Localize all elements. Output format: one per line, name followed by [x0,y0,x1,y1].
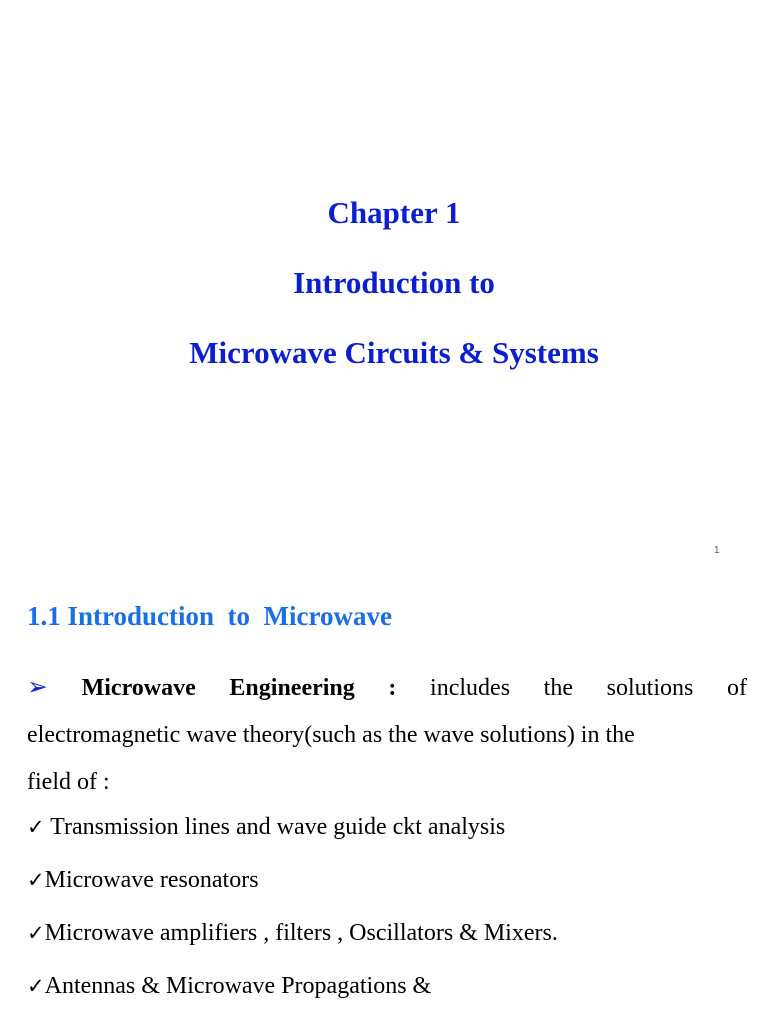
list-item [27,914,558,967]
intro-line-3: field of : [27,769,110,795]
chapter-title: Chapter 1 [327,195,461,230]
list-item-text: Microwave resonators [44,867,259,893]
chapter-subtitle-line1: Introduction to [293,265,495,300]
intro-word-3: solutions [606,675,694,701]
check-icon: ✓ [27,974,45,998]
term-colon: : [388,675,397,701]
intro-paragraph [27,663,747,806]
check-icon: ✓ [27,815,45,839]
term-word-1: Microwave [81,675,196,701]
check-icon: ✓ [27,921,45,945]
slide-introduction [0,575,768,1024]
check-icon: ✓ [27,868,45,892]
list-item [27,861,558,914]
chapter-subtitle-line2: Microwave Circuits & Systems [189,335,599,370]
list-item [27,967,558,1020]
arrow-bullet-icon: ➢ [27,672,48,701]
list-item-text: Antennas & Microwave Propagations & [44,973,432,999]
intro-line-1 [27,663,747,712]
section-heading: 1.1 Introduction to Microwave [27,601,392,631]
page-number: 1 [714,545,720,556]
intro-word-2: the [543,675,573,701]
topic-list [27,808,558,1020]
list-item-text: Microwave amplifiers , filters , Oscillators & Mixers. [44,920,558,946]
intro-word-1: includes [430,675,511,701]
intro-line-2: electromagnetic wave theory(such as the wave solutions) in the [27,722,635,748]
list-item-text: Transmission lines and wave guide ckt analysis [44,814,506,840]
list-item [27,808,558,861]
term-word-2: Engineering [229,675,355,701]
intro-word-4: of [726,675,747,701]
